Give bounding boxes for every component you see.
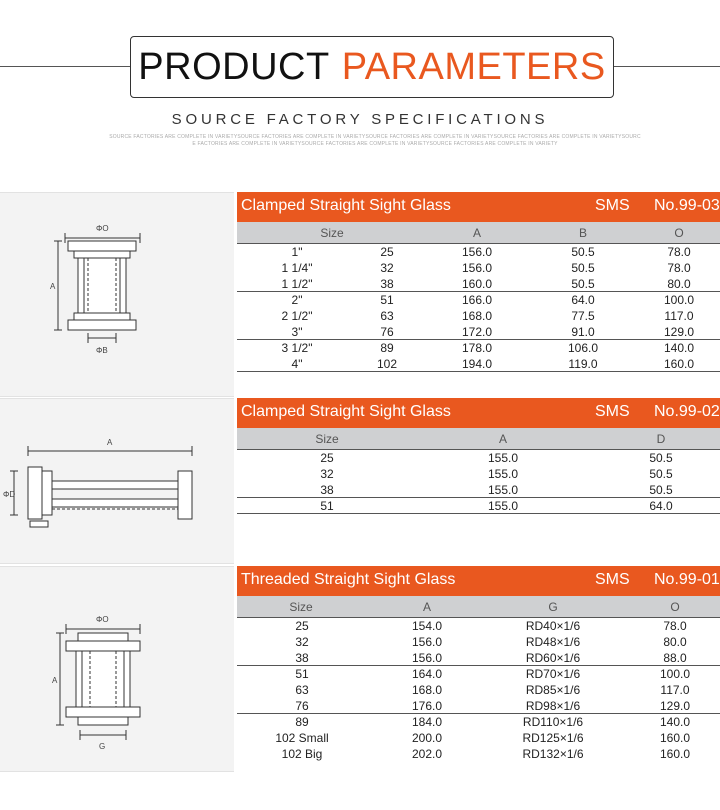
diagram-label-a: A xyxy=(50,282,56,291)
table-row xyxy=(237,634,720,650)
table-cell: 77.5 xyxy=(571,309,595,323)
spec-section-1 xyxy=(0,192,720,397)
table-cell: 76 xyxy=(380,325,394,339)
table-cell: 106.0 xyxy=(567,341,599,355)
table-cell: 100.0 xyxy=(659,667,691,681)
table-cell: 194.0 xyxy=(461,357,493,371)
fine-print-1: SOURCE FACTORIES ARE COMPLETE IN VARIETYSOURCE FACTORIES ARE COMPLETE IN VARIETYSOURCE FACTORIES ARE COMPLETE IN VARIETYSOURCE FACTORIES ARE COMPLETE IN VARIETYSOURC xyxy=(109,134,641,140)
table-cell: 91.0 xyxy=(571,325,595,339)
table-cell: RD40×1/6 xyxy=(525,619,581,633)
diagram-label-d: ΦD xyxy=(3,490,16,499)
table-row xyxy=(237,260,720,276)
table-cell: 117.0 xyxy=(660,683,690,697)
table-cell: RD125×1/6 xyxy=(522,731,584,745)
table-cell: RD60×1/6 xyxy=(525,651,581,665)
table-cell: 76 xyxy=(295,699,309,713)
table-row xyxy=(237,466,720,482)
table-cell: 1 1/4" xyxy=(281,261,313,275)
table-cell: 166.0 xyxy=(461,293,493,307)
table-cell: RD70×1/6 xyxy=(525,667,581,681)
table-cell: 3 1/2" xyxy=(281,341,313,355)
spec-table-3 xyxy=(237,566,720,762)
table-title-bar xyxy=(237,398,720,428)
page-subtitle: SOURCE FACTORY SPECIFICATIONS xyxy=(171,111,549,128)
table-cell: 168.0 xyxy=(411,683,443,697)
table-cell: 89 xyxy=(295,715,309,729)
table-cell: 156.0 xyxy=(461,261,493,275)
table-cell: 160.0 xyxy=(659,747,691,761)
spec-section-3 xyxy=(0,566,720,772)
table-cell: RD48×1/6 xyxy=(525,635,581,649)
table-cell: 38 xyxy=(320,483,334,497)
table-cell: 140.0 xyxy=(663,341,695,355)
page-title xyxy=(130,36,614,98)
table-cell: 64.0 xyxy=(571,293,595,307)
spec-section-2 xyxy=(0,398,720,564)
table-cell: 32 xyxy=(380,261,394,275)
column-header: Size xyxy=(320,226,344,240)
table-cell: RD98×1/6 xyxy=(525,699,581,713)
table-cell: 156.0 xyxy=(411,635,443,649)
table-cell: 184.0 xyxy=(411,715,443,729)
table-cell: 32 xyxy=(320,467,334,481)
diagram-panel-1 xyxy=(0,192,234,397)
table-cell: 140.0 xyxy=(659,715,691,729)
table-cell: 4" xyxy=(291,357,303,371)
table-title-bar xyxy=(237,192,720,222)
header-rule-right xyxy=(614,66,720,67)
table-cell: 2" xyxy=(291,293,303,307)
table-cell: 154.0 xyxy=(411,619,443,633)
table-cell: 155.0 xyxy=(487,467,519,481)
product-number: No.99-02 xyxy=(654,403,720,420)
table-cell: 168.0 xyxy=(461,309,493,323)
product-name: Clamped Straight Sight Glass xyxy=(241,197,451,214)
table-cell: RD110×1/6 xyxy=(522,715,584,729)
table-cell: 32 xyxy=(295,635,309,649)
table-cell: 50.5 xyxy=(571,245,595,259)
table-cell: 50.5 xyxy=(649,467,673,481)
table-cell: 117.0 xyxy=(664,309,694,323)
header-rule-left xyxy=(0,66,130,67)
table-cell: 155.0 xyxy=(487,499,519,513)
table-cell: 63 xyxy=(295,683,309,697)
table-row xyxy=(237,498,720,514)
standard-code: SMS xyxy=(595,197,630,214)
table-row xyxy=(237,340,720,356)
table-cell: 155.0 xyxy=(487,483,519,497)
table-cell: 129.0 xyxy=(659,699,691,713)
table-row xyxy=(237,244,720,260)
table-row xyxy=(237,450,720,466)
table-cell: 100.0 xyxy=(663,293,695,307)
column-header: A xyxy=(472,226,481,240)
table-row xyxy=(237,730,720,746)
table-cell: 25 xyxy=(295,619,309,633)
table-row xyxy=(237,746,720,762)
table-cell: 38 xyxy=(380,277,394,291)
table-cell: 78.0 xyxy=(667,245,691,259)
standard-code: SMS xyxy=(595,403,630,420)
table-row xyxy=(237,482,720,498)
table-cell: 202.0 xyxy=(411,747,443,761)
column-header-row xyxy=(237,428,720,449)
table-cell: 80.0 xyxy=(663,635,687,649)
diagram-panel-3 xyxy=(0,566,234,772)
table-row xyxy=(237,698,720,714)
table-row xyxy=(237,650,720,666)
table-cell: 88.0 xyxy=(663,651,687,665)
diagram-panel-2 xyxy=(0,398,234,564)
diagram-label-g: G xyxy=(99,742,106,751)
table-cell: 78.0 xyxy=(663,619,687,633)
table-row xyxy=(237,666,720,682)
page-title-dark: PRODUCT xyxy=(138,45,330,88)
table-row xyxy=(237,308,720,324)
table-cell: 129.0 xyxy=(663,325,695,339)
diagram-label-a: A xyxy=(107,438,113,447)
table-cell: 119.0 xyxy=(568,357,598,371)
column-header-row xyxy=(237,222,720,243)
table-cell: 2 1/2" xyxy=(281,309,313,323)
table-row xyxy=(237,356,720,372)
table-cell: 64.0 xyxy=(649,499,673,513)
column-header: O xyxy=(670,600,680,614)
column-header: D xyxy=(656,432,666,446)
table-cell: 160.0 xyxy=(461,277,493,291)
table-cell: 176.0 xyxy=(411,699,443,713)
table-cell: 50.5 xyxy=(571,277,595,291)
page-title-accent: PARAMETERS xyxy=(341,45,606,88)
product-number: No.99-03 xyxy=(654,197,720,214)
table-cell: 160.0 xyxy=(663,357,695,371)
column-header: Size xyxy=(289,600,313,614)
column-header: A xyxy=(422,600,431,614)
column-header-row xyxy=(237,596,720,617)
product-number: No.99-01 xyxy=(654,571,720,588)
fine-print-2: E FACTORIES ARE COMPLETE IN VARIETYSOURCE FACTORIES ARE COMPLETE IN VARIETYSOURCE FACTORIES ARE COMPLETE IN VARIETY xyxy=(192,141,558,147)
table-cell: 25 xyxy=(320,451,334,465)
table-cell: 89 xyxy=(380,341,394,355)
column-header: Size xyxy=(315,432,339,446)
sight-glass-drawing-1 xyxy=(0,193,234,398)
table-cell: 51 xyxy=(380,293,394,307)
table-cell: 102 Small xyxy=(275,731,329,745)
diagram-label-b: ΦB xyxy=(96,346,108,355)
column-header: O xyxy=(674,226,684,240)
table-cell: 50.5 xyxy=(649,483,673,497)
product-name: Threaded Straight Sight Glass xyxy=(241,571,456,588)
table-row xyxy=(237,714,720,730)
table-cell: 102 Big xyxy=(281,747,323,761)
diagram-label-o: ΦO xyxy=(96,615,109,624)
table-cell: 160.0 xyxy=(659,731,691,745)
column-header: G xyxy=(548,600,558,614)
table-cell: 38 xyxy=(295,651,309,665)
sight-glass-drawing-2 xyxy=(0,399,234,565)
table-cell: 172.0 xyxy=(461,325,493,339)
table-cell: 78.0 xyxy=(667,261,691,275)
column-header: B xyxy=(578,226,587,240)
table-row xyxy=(237,324,720,340)
product-name: Clamped Straight Sight Glass xyxy=(241,403,451,420)
table-cell: 156.0 xyxy=(411,651,443,665)
table-cell: 50.5 xyxy=(571,261,595,275)
table-cell: 51 xyxy=(295,667,309,681)
table-cell: 164.0 xyxy=(411,667,443,681)
standard-code: SMS xyxy=(595,571,630,588)
spec-table-2 xyxy=(237,398,720,514)
table-cell: 200.0 xyxy=(411,731,443,745)
table-row xyxy=(237,276,720,292)
table-cell: 3" xyxy=(291,325,303,339)
table-cell: 155.0 xyxy=(487,451,519,465)
table-cell: 51 xyxy=(320,499,334,513)
table-cell: 25 xyxy=(380,245,394,259)
table-title-bar xyxy=(237,566,720,596)
table-cell: 178.0 xyxy=(461,341,493,355)
sight-glass-drawing-3 xyxy=(0,567,234,773)
table-cell: 1" xyxy=(291,245,303,259)
table-cell: 102 xyxy=(376,357,398,371)
column-header: A xyxy=(498,432,507,446)
table-cell: 156.0 xyxy=(461,245,493,259)
diagram-label-a: A xyxy=(52,676,58,685)
table-cell: 80.0 xyxy=(667,277,691,291)
table-cell: 63 xyxy=(380,309,394,323)
table-cell: RD132×1/6 xyxy=(522,747,584,761)
table-cell: RD85×1/6 xyxy=(525,683,581,697)
table-row xyxy=(237,682,720,698)
spec-table-1 xyxy=(237,192,720,372)
table-row xyxy=(237,292,720,308)
table-cell: 1 1/2" xyxy=(281,277,313,291)
table-row xyxy=(237,618,720,634)
table-cell: 50.5 xyxy=(649,451,673,465)
diagram-label-o: ΦO xyxy=(96,224,109,233)
